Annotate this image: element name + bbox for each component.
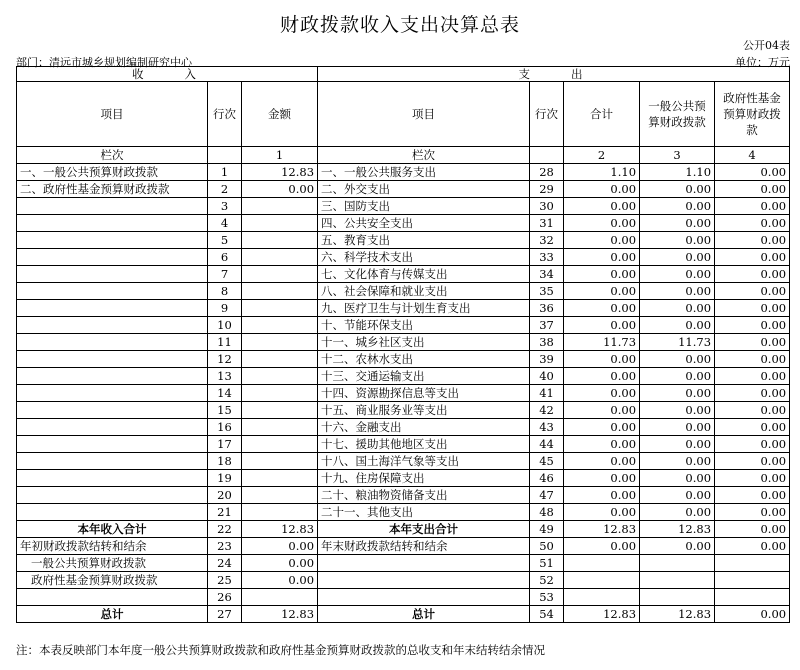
table-row [17,606,790,623]
income-amount-cell: 0.00 [242,572,318,589]
gov-fund-cell: 0.00 [715,232,790,249]
income-seq-cell: 11 [208,334,242,351]
expense-seq-cell: 51 [530,555,564,572]
department-label: 部门：清远市城乡规划编制研究中心 [16,56,192,69]
expense-item-cell: 十九、住房保障支出 [318,470,530,487]
income-amount-cell [242,402,318,419]
general-budget-cell: 0.00 [640,300,715,317]
general-budget-cell: 0.00 [640,368,715,385]
general-budget-cell: 0.00 [640,215,715,232]
expense-seq-cell: 52 [530,572,564,589]
expense-total-cell: 0.00 [564,487,640,504]
table-row [17,368,790,385]
expense-seq-cell: 45 [530,453,564,470]
general-budget-cell: 12.83 [640,606,715,623]
expense-item-cell: 四、公共安全支出 [318,215,530,232]
expense-item-cell: 十、节能环保支出 [318,317,530,334]
general-budget-cell: 0.00 [640,402,715,419]
expense-total-cell: 0.00 [564,266,640,283]
expense-total-cell [564,589,640,606]
expense-item-cell: 十七、援助其他地区支出 [318,436,530,453]
income-item-cell: 年初财政拨款结转和结余 [17,538,208,555]
income-amount-cell: 0.00 [242,538,318,555]
form-code: 公开04表 [743,39,790,52]
expense-item-cell: 二十一、其他支出 [318,504,530,521]
table-row [17,470,790,487]
gov-fund-cell [715,572,790,589]
income-item-cell [17,249,208,266]
general-budget-cell: 0.00 [640,504,715,521]
gov-fund-cell: 0.00 [715,317,790,334]
income-section-header: 收 入 [17,67,318,82]
income-item-cell [17,385,208,402]
gov-fund-index: 4 [715,147,790,164]
expense-item-cell: 三、国防支出 [318,198,530,215]
gov-fund-header: 政府性基金预算财政拨款 [715,82,790,147]
expense-seq-cell: 34 [530,266,564,283]
general-budget-cell: 0.00 [640,317,715,334]
income-seq-cell: 26 [208,589,242,606]
table-row [17,521,790,538]
general-budget-cell: 0.00 [640,436,715,453]
income-seq-cell: 1 [208,164,242,181]
income-amount-cell [242,283,318,300]
income-amount-cell [242,300,318,317]
expense-item-cell: 十六、金融支出 [318,419,530,436]
expense-col-label: 栏次 [318,147,530,164]
expense-seq-cell: 40 [530,368,564,385]
gov-fund-cell: 0.00 [715,164,790,181]
column-header-row [17,82,790,147]
income-seq-cell: 15 [208,402,242,419]
general-budget-cell: 0.00 [640,181,715,198]
expense-total-cell: 0.00 [564,470,640,487]
income-seq-cell: 3 [208,198,242,215]
general-budget-cell: 0.00 [640,419,715,436]
expense-item-cell: 七、文化体育与传媒支出 [318,266,530,283]
general-budget-cell [640,572,715,589]
gov-fund-cell: 0.00 [715,470,790,487]
income-seq-cell: 24 [208,555,242,572]
income-col-label: 栏次 [17,147,208,164]
income-amount-cell [242,487,318,504]
gov-fund-cell: 0.00 [715,334,790,351]
table-row [17,555,790,572]
expense-seq-cell: 53 [530,589,564,606]
expense-seq-cell: 41 [530,385,564,402]
expense-seq-cell: 44 [530,436,564,453]
income-item-cell [17,300,208,317]
income-item-cell [17,351,208,368]
expense-item-cell: 九、医疗卫生与计划生育支出 [318,300,530,317]
expense-seq-cell: 48 [530,504,564,521]
general-budget-cell: 0.00 [640,487,715,504]
expense-item-cell: 二、外交支出 [318,181,530,198]
expense-seq-cell: 43 [530,419,564,436]
expense-seq-cell: 32 [530,232,564,249]
expense-item-cell: 十五、商业服务业等支出 [318,402,530,419]
expense-seq-cell: 33 [530,249,564,266]
expense-total-cell: 0.00 [564,419,640,436]
income-amount-cell [242,232,318,249]
expense-item-cell: 十一、城乡社区支出 [318,334,530,351]
income-item-cell [17,317,208,334]
expense-total-cell: 0.00 [564,215,640,232]
expense-seq-index [530,147,564,164]
expense-total-cell: 0.00 [564,402,640,419]
general-budget-cell: 11.73 [640,334,715,351]
income-item-cell: 二、政府性基金预算财政拨款 [17,181,208,198]
general-budget-cell: 0.00 [640,249,715,266]
gov-fund-cell: 0.00 [715,606,790,623]
income-item-cell: 政府性基金预算财政拨款 [17,572,208,589]
general-budget-cell: 0.00 [640,283,715,300]
income-item-cell [17,215,208,232]
column-index-row [17,147,790,164]
table-row [17,453,790,470]
expense-total-index: 2 [564,147,640,164]
budget-table [16,66,790,623]
income-amount-cell [242,470,318,487]
income-amount-cell: 12.83 [242,164,318,181]
income-seq-cell: 16 [208,419,242,436]
income-item-cell [17,589,208,606]
expense-total-cell [564,572,640,589]
expense-item-cell: 一、一般公共服务支出 [318,164,530,181]
income-seq-cell: 27 [208,606,242,623]
income-item-cell [17,232,208,249]
general-budget-cell: 1.10 [640,164,715,181]
expense-seq-cell: 29 [530,181,564,198]
gov-fund-cell: 0.00 [715,351,790,368]
table-row [17,317,790,334]
expense-total-cell: 0.00 [564,385,640,402]
gov-fund-cell: 0.00 [715,419,790,436]
income-amount-cell: 0.00 [242,181,318,198]
income-amount-cell [242,334,318,351]
expense-item-cell: 十三、交通运输支出 [318,368,530,385]
income-seq-cell: 8 [208,283,242,300]
income-amount-header: 金额 [242,82,318,147]
expense-total-cell: 11.73 [564,334,640,351]
gov-fund-cell: 0.00 [715,521,790,538]
expense-total-header: 合计 [564,82,640,147]
expense-item-cell [318,555,530,572]
income-seq-cell: 4 [208,215,242,232]
expense-item-cell [318,572,530,589]
income-seq-cell: 23 [208,538,242,555]
income-seq-cell: 5 [208,232,242,249]
income-seq-cell: 25 [208,572,242,589]
income-item-cell [17,470,208,487]
income-amount-cell [242,215,318,232]
page-title: 财政拨款收入支出决算总表 [279,14,520,36]
gov-fund-cell: 0.00 [715,215,790,232]
income-item-cell [17,504,208,521]
income-seq-cell: 10 [208,317,242,334]
expense-section-header: 支 出 [318,67,790,82]
expense-total-cell: 12.83 [564,521,640,538]
expense-total-cell [564,555,640,572]
income-seq-cell: 19 [208,470,242,487]
income-amount-cell [242,436,318,453]
income-item-cell: 总计 [17,606,208,623]
income-amount-index: 1 [242,147,318,164]
income-seq-cell: 21 [208,504,242,521]
expense-total-cell: 0.00 [564,249,640,266]
table-row [17,181,790,198]
income-seq-index [208,147,242,164]
general-budget-header: 一般公共预算财政拨款 [640,82,715,147]
expense-item-cell: 十八、国土海洋气象等支出 [318,453,530,470]
expense-total-cell: 0.00 [564,538,640,555]
unit-label: 单位：万元 [735,56,790,69]
expense-item-cell: 六、科学技术支出 [318,249,530,266]
gov-fund-cell: 0.00 [715,283,790,300]
income-item-cell: 一般公共预算财政拨款 [17,555,208,572]
income-seq-cell: 9 [208,300,242,317]
section-header-row [17,67,790,82]
expense-item-header: 项目 [318,82,530,147]
general-budget-cell: 12.83 [640,521,715,538]
income-item-cell: 本年收入合计 [17,521,208,538]
general-budget-cell: 0.00 [640,453,715,470]
gov-fund-cell: 0.00 [715,436,790,453]
income-item-cell [17,198,208,215]
gov-fund-cell: 0.00 [715,402,790,419]
income-seq-cell: 14 [208,385,242,402]
income-amount-cell: 12.83 [242,521,318,538]
table-row [17,402,790,419]
table-row [17,351,790,368]
general-budget-cell: 0.00 [640,470,715,487]
income-amount-cell [242,351,318,368]
income-item-cell [17,487,208,504]
table-row [17,436,790,453]
gov-fund-cell: 0.00 [715,266,790,283]
table-row [17,198,790,215]
gov-fund-cell: 0.00 [715,368,790,385]
expense-total-cell: 12.83 [564,606,640,623]
income-amount-cell: 0.00 [242,555,318,572]
expense-item-cell: 十二、农林水支出 [318,351,530,368]
expense-total-cell: 0.00 [564,436,640,453]
table-row [17,419,790,436]
gov-fund-cell: 0.00 [715,198,790,215]
expense-seq-cell: 54 [530,606,564,623]
expense-item-cell: 年末财政拨款结转和结余 [318,538,530,555]
income-item-header: 项目 [17,82,208,147]
expense-total-cell: 0.00 [564,317,640,334]
general-budget-cell: 0.00 [640,266,715,283]
expense-item-cell: 总计 [318,606,530,623]
expense-total-cell: 0.00 [564,368,640,385]
income-amount-cell: 12.83 [242,606,318,623]
expense-seq-cell: 38 [530,334,564,351]
expense-total-cell: 0.00 [564,232,640,249]
income-seq-header: 行次 [208,82,242,147]
income-amount-cell [242,589,318,606]
income-item-cell [17,402,208,419]
expense-item-cell [318,589,530,606]
expense-total-cell: 0.00 [564,300,640,317]
table-row [17,164,790,181]
expense-total-cell: 0.00 [564,504,640,521]
income-seq-cell: 7 [208,266,242,283]
gov-fund-cell: 0.00 [715,487,790,504]
income-item-cell [17,266,208,283]
general-budget-index: 3 [640,147,715,164]
income-amount-cell [242,317,318,334]
income-item-cell [17,283,208,300]
table-row [17,283,790,300]
expense-seq-header: 行次 [530,82,564,147]
income-seq-cell: 2 [208,181,242,198]
expense-item-cell: 本年支出合计 [318,521,530,538]
expense-seq-cell: 36 [530,300,564,317]
table-row [17,300,790,317]
expense-seq-cell: 31 [530,215,564,232]
expense-seq-cell: 39 [530,351,564,368]
expense-seq-cell: 30 [530,198,564,215]
gov-fund-cell [715,555,790,572]
expense-item-cell: 二十、粮油物资储备支出 [318,487,530,504]
income-seq-cell: 17 [208,436,242,453]
income-amount-cell [242,385,318,402]
income-amount-cell [242,368,318,385]
gov-fund-cell: 0.00 [715,300,790,317]
table-row [17,232,790,249]
expense-seq-cell: 50 [530,538,564,555]
general-budget-cell: 0.00 [640,198,715,215]
gov-fund-cell: 0.00 [715,249,790,266]
expense-seq-cell: 28 [530,164,564,181]
table-row [17,249,790,266]
expense-total-cell: 0.00 [564,283,640,300]
expense-seq-cell: 42 [530,402,564,419]
expense-total-cell: 0.00 [564,351,640,368]
income-amount-cell [242,504,318,521]
income-item-cell [17,368,208,385]
table-row [17,589,790,606]
gov-fund-cell: 0.00 [715,385,790,402]
table-row [17,572,790,589]
income-item-cell [17,436,208,453]
income-amount-cell [242,453,318,470]
table-row [17,215,790,232]
income-seq-cell: 13 [208,368,242,385]
income-seq-cell: 6 [208,249,242,266]
table-row [17,266,790,283]
gov-fund-cell: 0.00 [715,538,790,555]
general-budget-cell: 0.00 [640,538,715,555]
income-item-cell [17,419,208,436]
income-seq-cell: 12 [208,351,242,368]
table-row [17,538,790,555]
table-row [17,487,790,504]
income-amount-cell [242,419,318,436]
income-amount-cell [242,249,318,266]
expense-seq-cell: 35 [530,283,564,300]
gov-fund-cell: 0.00 [715,453,790,470]
income-amount-cell [242,266,318,283]
general-budget-cell: 0.00 [640,232,715,249]
general-budget-cell [640,589,715,606]
income-seq-cell: 22 [208,521,242,538]
expense-total-cell: 0.00 [564,453,640,470]
income-item-cell [17,453,208,470]
gov-fund-cell: 0.00 [715,181,790,198]
footnote: 注：本表反映部门本年度一般公共预算财政拨款和政府性基金预算财政拨款的总收支和年末结转结余情况 [16,643,545,657]
general-budget-cell: 0.00 [640,385,715,402]
general-budget-cell [640,555,715,572]
income-amount-cell [242,198,318,215]
expense-seq-cell: 47 [530,487,564,504]
income-seq-cell: 20 [208,487,242,504]
table-row [17,504,790,521]
expense-total-cell: 1.10 [564,164,640,181]
expense-total-cell: 0.00 [564,198,640,215]
expense-seq-cell: 46 [530,470,564,487]
expense-item-cell: 十四、资源勘探信息等支出 [318,385,530,402]
income-seq-cell: 18 [208,453,242,470]
expense-seq-cell: 37 [530,317,564,334]
expense-item-cell: 八、社会保障和就业支出 [318,283,530,300]
expense-seq-cell: 49 [530,521,564,538]
expense-total-cell: 0.00 [564,181,640,198]
table-row [17,334,790,351]
income-item-cell [17,334,208,351]
expense-item-cell: 五、教育支出 [318,232,530,249]
table-row [17,385,790,402]
general-budget-cell: 0.00 [640,351,715,368]
gov-fund-cell: 0.00 [715,504,790,521]
gov-fund-cell [715,589,790,606]
income-item-cell: 一、一般公共预算财政拨款 [17,164,208,181]
